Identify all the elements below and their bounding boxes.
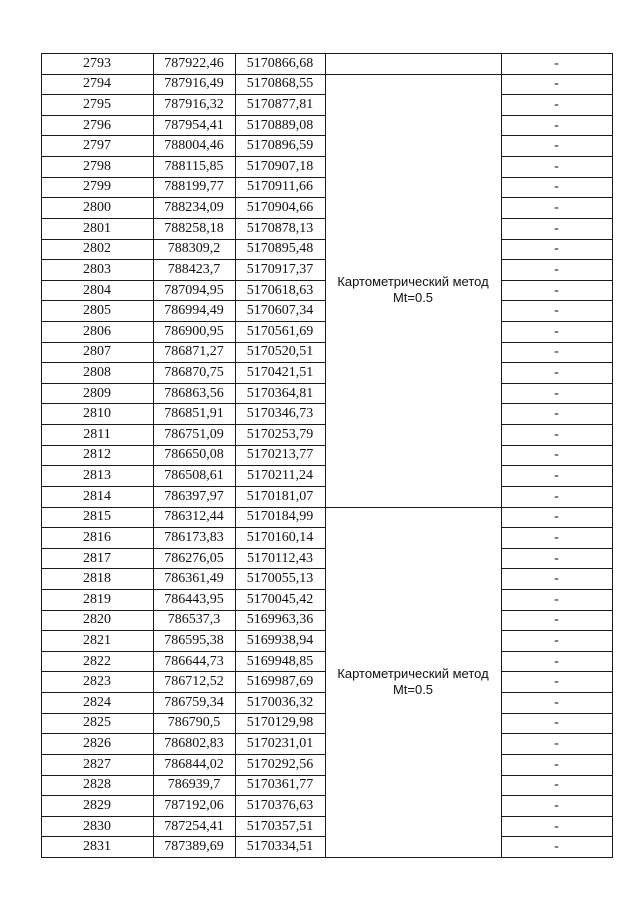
note-dash: - bbox=[554, 694, 559, 710]
point-number: 2798 bbox=[83, 158, 111, 174]
note-dash: - bbox=[554, 715, 559, 731]
note-dash: - bbox=[554, 468, 559, 484]
coord-y: 5170421,51 bbox=[246, 365, 314, 381]
coord-y: 5170181,07 bbox=[246, 488, 314, 504]
coord-x: 786900,95 bbox=[164, 323, 224, 339]
coord-x: 786644,73 bbox=[164, 653, 224, 669]
coord-x: 786870,75 bbox=[164, 365, 224, 381]
coord-x: 786939,7 bbox=[167, 777, 221, 793]
note-dash: - bbox=[554, 674, 559, 690]
coord-x: 787954,41 bbox=[164, 117, 224, 133]
coord-y: 5170055,13 bbox=[246, 571, 314, 587]
point-number: 2805 bbox=[83, 303, 111, 319]
point-number: 2830 bbox=[83, 818, 111, 834]
coord-x: 787192,06 bbox=[164, 797, 224, 813]
note-dash: - bbox=[554, 385, 559, 401]
coord-x: 786650,08 bbox=[164, 447, 224, 463]
point-number: 2827 bbox=[83, 756, 111, 772]
coord-y: 5170036,32 bbox=[246, 694, 314, 710]
coord-y: 5170866,68 bbox=[246, 55, 314, 71]
point-number: 2820 bbox=[83, 612, 111, 628]
method-name: Картометрический метод bbox=[337, 273, 489, 289]
point-number: 2799 bbox=[83, 179, 111, 195]
point-number: 2822 bbox=[83, 653, 111, 669]
point-number: 2813 bbox=[83, 468, 111, 484]
coord-y: 5170917,37 bbox=[246, 261, 314, 277]
note-dash: - bbox=[554, 117, 559, 133]
coord-y: 5170889,08 bbox=[246, 117, 314, 133]
coord-x: 786851,91 bbox=[164, 406, 224, 422]
coord-x: 786844,02 bbox=[164, 756, 224, 772]
point-number: 2815 bbox=[83, 509, 111, 525]
coord-y: 5170045,42 bbox=[246, 591, 314, 607]
coord-y: 5170907,18 bbox=[246, 158, 314, 174]
coord-y: 5170129,98 bbox=[246, 715, 314, 731]
point-number: 2828 bbox=[83, 777, 111, 793]
note-dash: - bbox=[554, 653, 559, 669]
table-bottom-rule bbox=[41, 857, 613, 858]
point-number: 2814 bbox=[83, 488, 111, 504]
coord-y: 5170520,51 bbox=[246, 344, 314, 360]
coord-x: 787916,32 bbox=[164, 97, 224, 113]
note-dash: - bbox=[554, 97, 559, 113]
coord-x: 786994,49 bbox=[164, 303, 224, 319]
note-dash: - bbox=[554, 344, 559, 360]
point-number: 2825 bbox=[83, 715, 111, 731]
coord-x: 788234,09 bbox=[164, 200, 224, 216]
point-number: 2829 bbox=[83, 797, 111, 813]
point-number: 2826 bbox=[83, 736, 111, 752]
coord-y: 5170607,34 bbox=[246, 303, 314, 319]
note-dash: - bbox=[554, 406, 559, 422]
note-dash: - bbox=[554, 797, 559, 813]
coord-y: 5170896,59 bbox=[246, 138, 314, 154]
note-dash: - bbox=[554, 591, 559, 607]
point-number: 2795 bbox=[83, 97, 111, 113]
coord-y: 5170213,77 bbox=[246, 447, 314, 463]
note-dash: - bbox=[554, 76, 559, 92]
note-dash: - bbox=[554, 261, 559, 277]
note-dash: - bbox=[554, 241, 559, 257]
point-number: 2806 bbox=[83, 323, 111, 339]
point-number: 2804 bbox=[83, 282, 111, 298]
coord-y: 5170911,66 bbox=[247, 179, 313, 195]
point-number: 2810 bbox=[83, 406, 111, 422]
coord-y: 5170376,63 bbox=[246, 797, 314, 813]
note-dash: - bbox=[554, 612, 559, 628]
point-number: 2807 bbox=[83, 344, 111, 360]
coord-x: 787254,41 bbox=[164, 818, 224, 834]
coord-x: 786759,34 bbox=[164, 694, 224, 710]
point-number: 2800 bbox=[83, 200, 111, 216]
method-cell bbox=[325, 74, 501, 507]
note-dash: - bbox=[554, 158, 559, 174]
note-dash: - bbox=[554, 426, 559, 442]
coord-x: 788199,77 bbox=[164, 179, 224, 195]
coord-y: 5170618,63 bbox=[246, 282, 314, 298]
note-dash: - bbox=[554, 138, 559, 154]
coord-x: 786712,52 bbox=[164, 674, 224, 690]
point-number: 2797 bbox=[83, 138, 111, 154]
coord-x: 786537,3 bbox=[167, 612, 221, 628]
coord-x: 786443,95 bbox=[164, 591, 224, 607]
coord-y: 5170878,13 bbox=[246, 220, 314, 236]
note-dash: - bbox=[554, 200, 559, 216]
point-number: 2816 bbox=[83, 529, 111, 545]
note-dash: - bbox=[554, 736, 559, 752]
method-name: Картометрический метод bbox=[337, 665, 489, 681]
coord-x: 786173,83 bbox=[164, 529, 224, 545]
method-accuracy: Mt=0.5 bbox=[392, 290, 434, 306]
note-dash: - bbox=[554, 529, 559, 545]
coord-x: 786790,5 bbox=[167, 715, 221, 731]
note-dash: - bbox=[554, 756, 559, 772]
coord-x: 786751,09 bbox=[164, 426, 224, 442]
note-dash: - bbox=[554, 509, 559, 525]
note-dash: - bbox=[554, 447, 559, 463]
coord-x: 786361,49 bbox=[164, 571, 224, 587]
note-dash: - bbox=[554, 550, 559, 566]
note-dash: - bbox=[554, 323, 559, 339]
coord-y: 5170895,48 bbox=[246, 241, 314, 257]
coord-y: 5170868,55 bbox=[246, 76, 314, 92]
note-dash: - bbox=[554, 282, 559, 298]
point-number: 2831 bbox=[83, 839, 111, 855]
note-dash: - bbox=[554, 818, 559, 834]
coord-y: 5170292,56 bbox=[246, 756, 314, 772]
coord-y: 5169948,85 bbox=[246, 653, 314, 669]
note-dash: - bbox=[554, 365, 559, 381]
point-number: 2817 bbox=[83, 550, 111, 566]
column-rule-5 bbox=[612, 53, 613, 858]
point-number: 2801 bbox=[83, 220, 111, 236]
coord-y: 5170904,66 bbox=[246, 200, 314, 216]
coord-y: 5170253,79 bbox=[246, 426, 314, 442]
coord-y: 5170231,01 bbox=[246, 736, 314, 752]
point-number: 2793 bbox=[83, 55, 111, 71]
point-number: 2819 bbox=[83, 591, 111, 607]
coord-y: 5170877,81 bbox=[246, 97, 314, 113]
point-number: 2821 bbox=[83, 633, 111, 649]
note-dash: - bbox=[554, 303, 559, 319]
coord-x: 786863,56 bbox=[164, 385, 224, 401]
point-number: 2812 bbox=[83, 447, 111, 463]
coord-x: 787389,69 bbox=[164, 839, 224, 855]
coord-y: 5169963,36 bbox=[246, 612, 314, 628]
coord-x: 786871,27 bbox=[164, 344, 224, 360]
note-dash: - bbox=[554, 839, 559, 855]
note-dash: - bbox=[554, 633, 559, 649]
note-dash: - bbox=[554, 488, 559, 504]
coord-y: 5170160,14 bbox=[246, 529, 314, 545]
note-dash: - bbox=[554, 179, 559, 195]
coord-x: 786276,05 bbox=[164, 550, 224, 566]
coord-x: 788423,7 bbox=[167, 261, 221, 277]
coord-x: 788004,46 bbox=[164, 138, 224, 154]
note-dash: - bbox=[554, 571, 559, 587]
coord-y: 5170184,99 bbox=[246, 509, 314, 525]
coord-x: 786802,83 bbox=[164, 736, 224, 752]
coord-y: 5170364,81 bbox=[246, 385, 314, 401]
coord-x: 786508,61 bbox=[164, 468, 224, 484]
coord-y: 5170211,24 bbox=[247, 468, 313, 484]
point-number: 2811 bbox=[83, 426, 111, 442]
coord-y: 5170357,51 bbox=[246, 818, 314, 834]
coord-y: 5169938,94 bbox=[246, 633, 314, 649]
coord-y: 5170112,43 bbox=[247, 550, 313, 566]
coord-y: 5169987,69 bbox=[246, 674, 314, 690]
note-dash: - bbox=[554, 55, 559, 71]
coord-x: 787922,46 bbox=[164, 55, 224, 71]
point-number: 2824 bbox=[83, 694, 111, 710]
coord-x: 788115,85 bbox=[164, 158, 224, 174]
coord-y: 5170346,73 bbox=[246, 406, 314, 422]
coord-x: 787916,49 bbox=[164, 76, 224, 92]
point-number: 2808 bbox=[83, 365, 111, 381]
point-number: 2809 bbox=[83, 385, 111, 401]
point-number: 2796 bbox=[83, 117, 111, 133]
method-accuracy: Mt=0.5 bbox=[392, 681, 434, 697]
coord-x: 788309,2 bbox=[167, 241, 221, 257]
coord-x: 788258,18 bbox=[164, 220, 224, 236]
point-number: 2803 bbox=[83, 261, 111, 277]
coord-x: 786595,38 bbox=[164, 633, 224, 649]
coord-y: 5170361,77 bbox=[246, 777, 314, 793]
coord-x: 787094,95 bbox=[164, 282, 224, 298]
coord-y: 5170561,69 bbox=[246, 323, 314, 339]
coord-x: 786397,97 bbox=[164, 488, 224, 504]
coord-y: 5170334,51 bbox=[246, 839, 314, 855]
point-number: 2794 bbox=[83, 76, 111, 92]
method-cell bbox=[325, 507, 501, 857]
point-number: 2823 bbox=[83, 674, 111, 690]
note-dash: - bbox=[554, 220, 559, 236]
note-dash: - bbox=[554, 777, 559, 793]
coord-x: 786312,44 bbox=[164, 509, 224, 525]
point-number: 2818 bbox=[83, 571, 111, 587]
point-number: 2802 bbox=[83, 241, 111, 257]
